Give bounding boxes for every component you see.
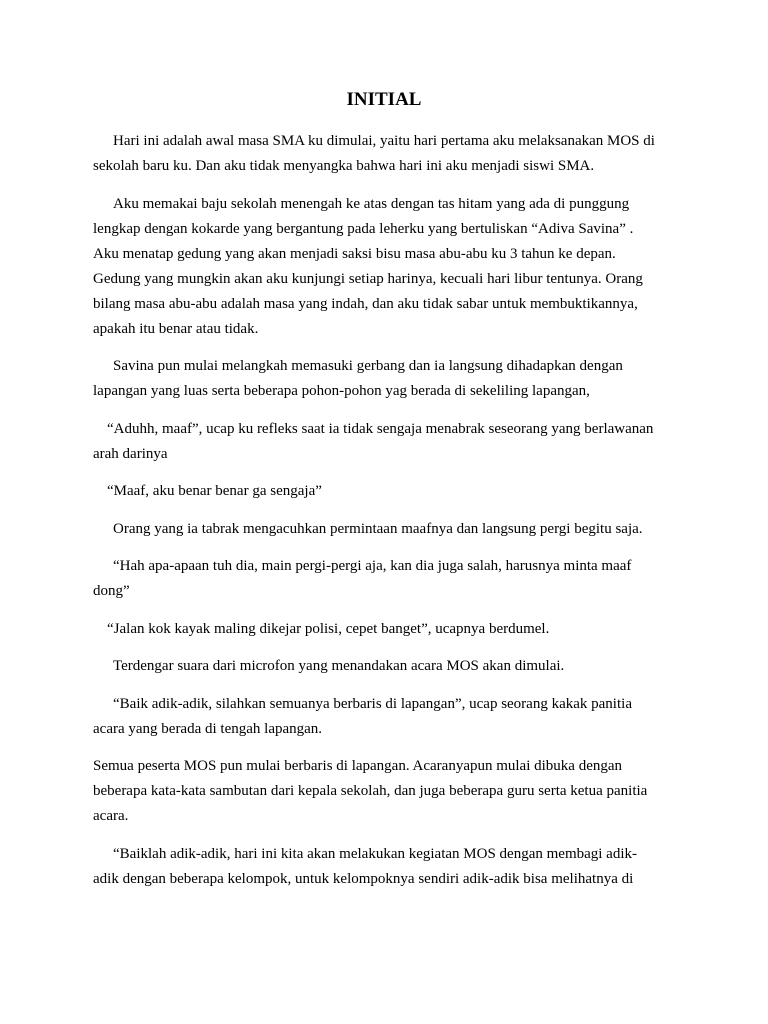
text-line: sekolah baru ku. Dan aku tidak menyangka bahwa hari ini aku menjadi siswi SMA. xyxy=(93,158,595,174)
paragraph xyxy=(93,517,683,542)
paragraph xyxy=(93,354,683,404)
paragraph xyxy=(93,554,683,604)
text-line: lapangan yang luas serta beberapa pohon-pohon yag berada di sekeliling lapangan, xyxy=(93,383,590,399)
text-line: Gedung yang mungkin akan aku kunjungi setiap harinya, kecuali hari libur tentunya. Orang xyxy=(93,270,643,287)
text-line: “Aduhh, maaf”, ucap ku refleks saat ia tidak sengaja menabrak seseorang yang berlawanan xyxy=(107,420,654,437)
text-line: Hari ini adalah awal masa SMA ku dimulai, yaitu hari pertama aku melaksanakan MOS di xyxy=(113,133,655,149)
text-line: bilang masa abu-abu adalah masa yang indah, dan aku tidak sabar untuk membuktikannya, xyxy=(93,295,638,312)
document-body xyxy=(93,129,683,904)
text-line: “Jalan kok kayak maling dikejar polisi, cepet banget”, ucapnya berdumel. xyxy=(107,620,550,637)
text-line: dong” xyxy=(93,583,130,599)
text-line: “Maaf, aku benar benar ga sengaja” xyxy=(107,483,322,499)
text-line: beberapa kata-kata sambutan dari kepala sekolah, dan juga beberapa guru serta ketua panitia xyxy=(93,783,648,799)
text-line: “Hah apa-apaan tuh dia, main pergi-pergi aja, kan dia juga salah, harusnya minta maaf xyxy=(113,558,632,574)
text-line: apakah itu benar atau tidak. xyxy=(93,320,259,337)
paragraph xyxy=(93,692,683,742)
document-title: INITIAL xyxy=(346,89,422,110)
text-line: arah darinya xyxy=(93,445,168,462)
paragraph xyxy=(93,617,683,642)
paragraph xyxy=(93,129,683,179)
paragraph xyxy=(93,654,683,679)
paragraph xyxy=(93,842,683,892)
text-line: lengkap dengan kokarde yang bergantung pada leherku yang bertuliskan “Adiva Savina” . xyxy=(93,220,634,237)
text-line: Terdengar suara dari microfon yang menandakan acara MOS akan dimulai. xyxy=(113,658,565,674)
text-line: Semua peserta MOS pun mulai berbaris di lapangan. Acaranyapun mulai dibuka dengan xyxy=(93,758,623,774)
text-line: acara yang berada di tengah lapangan. xyxy=(93,720,323,737)
paragraph xyxy=(93,417,683,467)
text-line: “Baiklah adik-adik, hari ini kita akan melakukan kegiatan MOS dengan membagi adik- xyxy=(113,845,638,862)
text-line: acara. xyxy=(93,808,129,824)
text-line: Savina pun mulai melangkah memasuki gerbang dan ia langsung dihadapkan dengan xyxy=(113,358,623,374)
text-line: Aku memakai baju sekolah menengah ke atas dengan tas hitam yang ada di punggung xyxy=(113,195,630,212)
text-line: “Baik adik-adik, silahkan semuanya berbaris di lapangan”, ucap seorang kakak panitia xyxy=(113,695,632,712)
text-line: Orang yang ia tabrak mengacuhkan permintaan maafnya dan langsung pergi begitu saja. xyxy=(113,520,643,537)
text-line: Aku menatap gedung yang akan menjadi saksi bisu masa abu-abu ku 3 tahun ke depan. xyxy=(93,245,616,262)
text-line: adik dengan beberapa kelompok, untuk kelompoknya sendiri adik-adik bisa melihatnya di xyxy=(93,870,634,887)
paragraph xyxy=(93,192,683,342)
paragraph xyxy=(93,479,683,504)
paragraph xyxy=(93,754,683,829)
